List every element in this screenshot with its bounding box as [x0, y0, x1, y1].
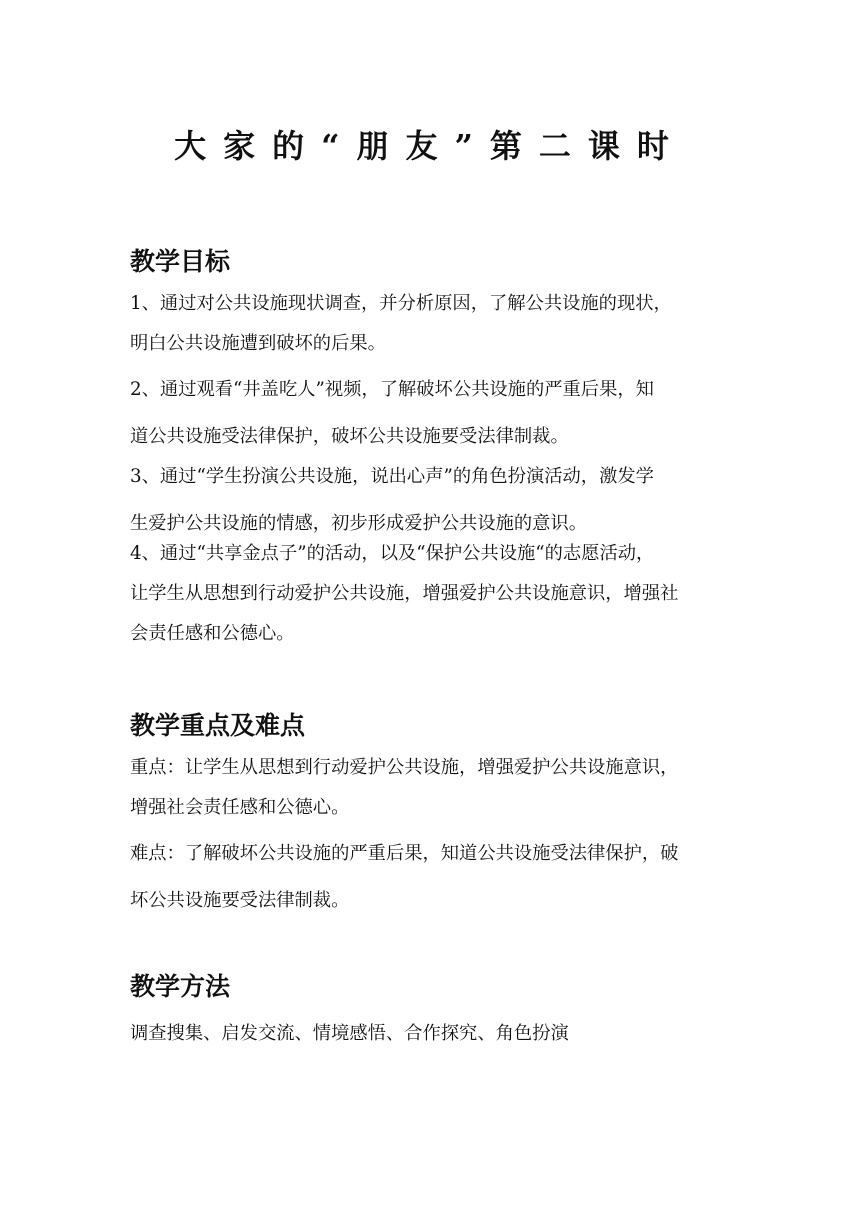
key-point-difficulty: [130, 830, 740, 924]
difficulty-line-2: 坏公共设施要受法律制裁。: [130, 890, 350, 911]
document-title: 大家的“朋友”第二课时: [174, 127, 686, 165]
objective-4-line-1: 4、通过“共享金点子”的活动，以及“保护公共设施“的志愿活动，: [130, 543, 655, 564]
objective-item-3: [130, 453, 740, 547]
objective-item-4: [130, 534, 740, 654]
difficulty-line-1: 难点：了解破坏公共设施的严重后果，知道公共设施受法律保护，破: [130, 843, 679, 864]
objective-2-line-1: 2、通过观看“井盖吃人”视频，了解破坏公共设施的严重后果，知: [130, 379, 654, 400]
objective-3-line-2: 生爱护公共设施的情感，初步形成爱护公共设施的意识。: [130, 513, 588, 534]
methods-text: 调查搜集、启发交流、情境感悟、合作探究、角色扮演: [130, 1023, 569, 1044]
objective-item-1: [130, 284, 740, 364]
objective-4-line-3: 会责任感和公德心。: [130, 623, 295, 644]
objective-item-2: [130, 366, 740, 460]
focus-line-1: 重点：让学生从思想到行动爱护公共设施，增强爱护公共设施意识，: [130, 757, 679, 778]
focus-line-2: 增强社会责任感和公德心。: [130, 797, 350, 818]
objective-2-line-2: 道公共设施受法律保护，破坏公共设施要受法律制裁。: [130, 426, 569, 447]
objective-1-line-1: 1、通过对公共设施现状调查，并分析原因，了解公共设施的现状，: [130, 293, 672, 314]
objective-4-line-2: 让学生从思想到行动爱护公共设施，增强爱护公共设施意识，增强社: [130, 583, 679, 604]
key-points-heading: 教学重点及难点: [130, 711, 306, 740]
methods-heading: 教学方法: [130, 972, 231, 1001]
key-point-focus: [130, 748, 740, 828]
objective-3-line-1: 3、通过“学生扮演公共设施，说出心声”的角色扮演活动，激发学: [130, 466, 654, 487]
objectives-heading: 教学目标: [130, 247, 231, 276]
objective-1-line-2: 明白公共设施遭到破坏的后果。: [130, 333, 386, 354]
